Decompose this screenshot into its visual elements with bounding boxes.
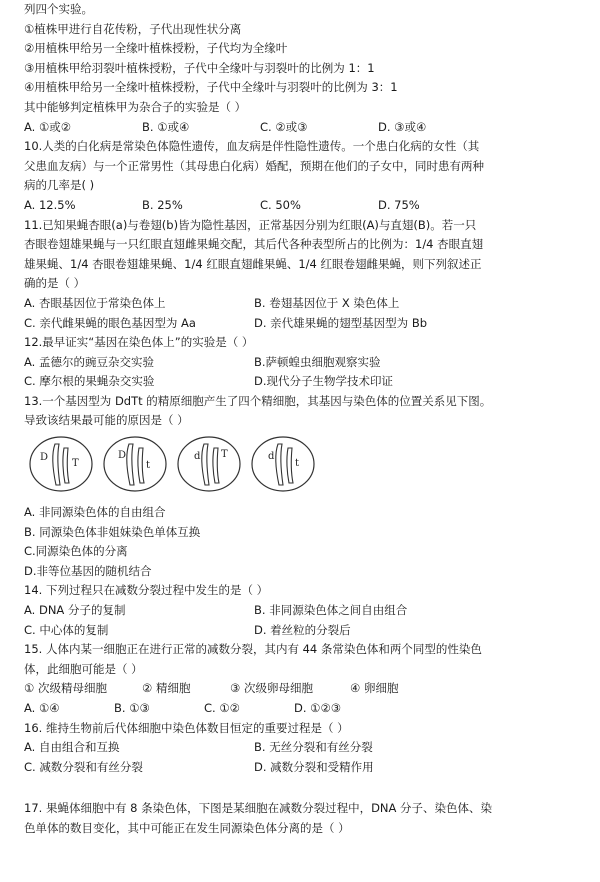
q16-option-d[interactable]: D. 减数分裂和受精作用 [254, 759, 374, 774]
q16-stem: 16. 维持生物前后代体细胞中染色体数目恒定的重要过程是（ ） [24, 720, 349, 735]
q9-stem-line-1: 列四个实验。 [24, 2, 93, 16]
q10-stem-line-1: 10.人类的白化病是常染色体隐性遗传，血友病是伴性隐性遗传。一个患白化病的女性（其 [24, 139, 480, 154]
q9-question: 其中能够判定植株甲为杂合子的实验是（ ） [24, 99, 247, 114]
q14-option-b[interactable]: B. 非同源染色体之间自由组合 [254, 603, 408, 618]
q12-options-row-1 [24, 353, 578, 373]
q15-item-3: ③ 次级卵母细胞 [230, 681, 313, 696]
spacer [24, 777, 578, 799]
q12-option-a[interactable]: A. 孟德尔的豌豆杂交实验 [24, 354, 154, 369]
q14-options-row-1 [24, 601, 578, 621]
q16-option-c[interactable]: C. 减数分裂和有丝分裂 [24, 759, 143, 774]
sperm-cell-3 [176, 435, 242, 493]
q13-option-a[interactable]: A. 非同源染色体的自由组合 [24, 505, 166, 520]
q9-experiment-2: ②用植株甲给另一全缘叶植株授粉，子代均为全缘叶 [24, 41, 288, 56]
cell-3-left-allele: d [194, 451, 201, 463]
q9-option-c[interactable]: C. ②或③ [260, 119, 308, 134]
q13-option-c[interactable]: C.同源染色体的分离 [24, 544, 128, 559]
q17-stem-line-2: 色单体的数目变化，其中可能正在发生同源染色体分离的是（ ） [24, 820, 350, 835]
q16-options-row-2 [24, 758, 578, 778]
q9-experiment-4: ④用植株甲给另一全缘叶植株授粉，子代中全缘叶与羽裂叶的比例为 3：1 [24, 80, 398, 95]
q9-options [24, 118, 578, 138]
q12-option-c[interactable]: C. 摩尔根的果蝇杂交实验 [24, 374, 155, 389]
cell-2-left-allele: D [118, 450, 127, 462]
cell-2-right-allele: t [146, 460, 151, 472]
q9-option-d[interactable]: D. ③或④ [378, 119, 427, 134]
q12-stem: 12.最早证实“基因在染色体上”的实验是（ ） [24, 335, 254, 350]
q15-option-a[interactable]: A. ①④ [24, 701, 60, 715]
q13-option-d[interactable]: D.非等位基因的随机结合 [24, 563, 152, 578]
q12-options-row-2 [24, 372, 578, 392]
q11-option-a[interactable]: A. 杏眼基因位于常染色体上 [24, 295, 166, 310]
cell-3-right-allele: T [221, 449, 228, 461]
q15-options [24, 699, 578, 719]
q9-experiment-1: ①植株甲进行自花传粉，子代出现性状分离 [24, 21, 242, 36]
q9-experiment-3: ③用植株甲给羽裂叶植株授粉，子代中全缘叶与羽裂叶的比例为 1：1 [24, 60, 375, 75]
q15-option-d[interactable]: D. ①②③ [294, 701, 342, 715]
q14-options-row-2 [24, 621, 578, 641]
q9-option-a[interactable]: A. ①或② [24, 119, 72, 134]
q11-options-row-2 [24, 314, 578, 334]
q14-option-a[interactable]: A. DNA 分子的复制 [24, 603, 126, 618]
q11-option-b[interactable]: B. 卷翅基因位于 X 染色体上 [254, 295, 400, 310]
q15-items [24, 679, 578, 699]
q15-item-2: ② 精细胞 [142, 681, 191, 696]
q11-options-row-1 [24, 294, 578, 314]
q11-stem-line-3: 雄果蝇、1/4 杏眼卷翅雄果蝇、1/4 红眼直翅雌果蝇、1/4 红眼卷翅雌果蝇，则下列叙述正 [24, 256, 482, 271]
q16-option-b[interactable]: B. 无丝分裂和有丝分裂 [254, 740, 373, 755]
q12-option-d[interactable]: D.现代分子生物学技术印证 [254, 374, 394, 389]
q15-item-4: ④ 卵细胞 [350, 681, 399, 696]
q11-stem-line-1: 11.已知果蝇杏眼(a)与卷翅(b)皆为隐性基因，正常基因分别为红眼(A)与直翅(B)。若一只 [24, 217, 477, 232]
q16-options-row-1 [24, 738, 578, 758]
q15-item-1: ① 次级精母细胞 [24, 681, 107, 696]
q13-stem-line-1: 13.一个基因型为 DdTt 的精原细胞产生了四个精细胞，其基因与染色体的位置关系见下图。 [24, 393, 492, 408]
cell-1-right-allele: T [72, 458, 79, 470]
q13-sperm-cells-figure [28, 435, 578, 497]
q11-option-d[interactable]: D. 亲代雄果蝇的翅型基因型为 Bb [254, 315, 428, 330]
sperm-cell-1 [28, 435, 94, 493]
sperm-cell-4 [250, 435, 316, 493]
q17-stem-line-1: 17. 果蝇体细胞中有 8 条染色体，下图是某细胞在减数分裂过程中，DNA 分子、染色体、染 [24, 801, 493, 816]
q9-option-b[interactable]: B. ①或④ [142, 119, 190, 134]
sperm-cell-2 [102, 435, 168, 493]
q15-stem-line-1: 15. 人体内某一细胞正在进行正常的减数分裂，其内有 44 条常染色体和两个同型的性染色 [24, 642, 482, 657]
q10-option-d[interactable]: D. 75% [378, 197, 420, 212]
q14-stem: 14. 下列过程只在减数分裂过程中发生的是（ ） [24, 583, 269, 598]
q10-stem-line-3: 病的几率是( ) [24, 178, 95, 193]
cell-4-right-allele: t [295, 458, 300, 470]
cell-4-left-allele: d [268, 451, 275, 463]
q15-option-c[interactable]: C. ①② [204, 701, 240, 715]
q10-options [24, 196, 578, 216]
q10-option-a[interactable]: A. 12.5% [24, 197, 76, 212]
q13-option-b[interactable]: B. 同源染色体非姐妹染色单体互换 [24, 524, 201, 539]
q10-stem-line-2: 父患血友病）与一个正常男性（其母患白化病）婚配，预期在他们的子女中，同时患有两种 [24, 158, 484, 173]
q11-option-c[interactable]: C. 亲代雌果蝇的眼色基因型为 Aa [24, 315, 196, 330]
q11-stem-line-4: 确的是（ ） [24, 276, 86, 291]
q15-stem-line-2: 体，此细胞可能是（ ） [24, 661, 143, 676]
q12-option-b[interactable]: B.萨顿蝗虫细胞观察实验 [254, 354, 381, 369]
q15-option-b[interactable]: B. ①③ [114, 701, 150, 715]
q16-option-a[interactable]: A. 自由组合和互换 [24, 740, 120, 755]
q13-stem-line-2: 导致该结果最可能的原因是（ ） [24, 413, 189, 428]
q14-option-d[interactable]: D. 着丝粒的分裂后 [254, 622, 351, 637]
q10-option-b[interactable]: B. 25% [142, 197, 183, 212]
q14-option-c[interactable]: C. 中心体的复制 [24, 622, 109, 637]
cell-1-left-allele: D [40, 452, 49, 464]
q11-stem-line-2: 杏眼卷翅雄果蝇与一只红眼直翅雌果蝇交配，其后代各种表型所占的比例为：1/4 杏眼直翅 [24, 237, 484, 252]
q10-option-c[interactable]: C. 50% [260, 197, 301, 212]
